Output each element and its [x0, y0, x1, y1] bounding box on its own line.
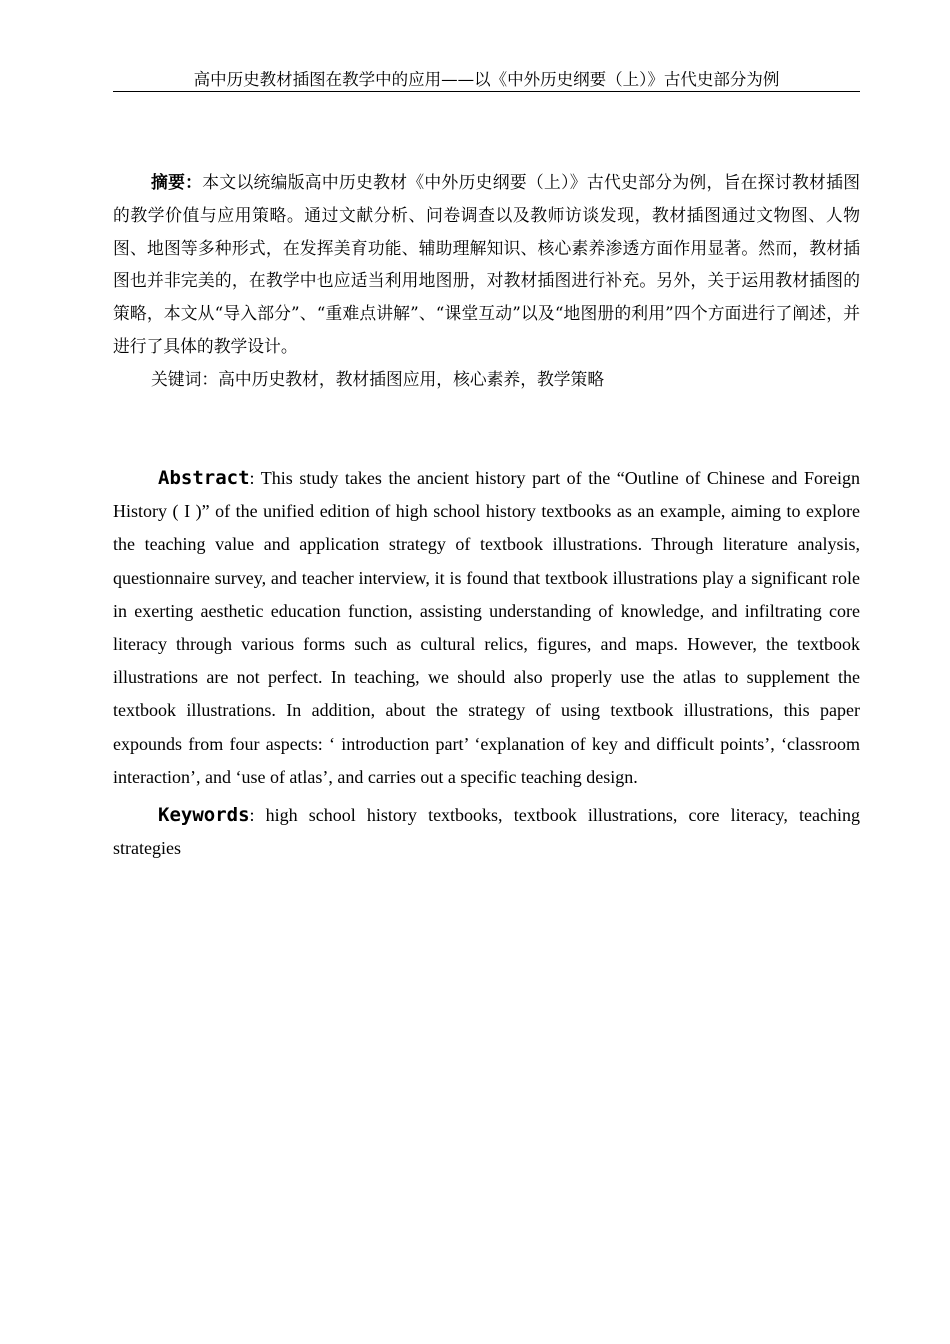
english-abstract-separator: : [249, 468, 261, 488]
chinese-abstract-section [113, 166, 860, 396]
chinese-abstract-text: 本文以统编版高中历史教材《中外历史纲要（上）》古代史部分为例，旨在探讨教材插图的教学价值与应用策略。通过文献分析、问卷调查以及教师访谈发现，教材插图通过文物图、人物图、地图等多种形式，在发挥美育功能、辅助理解知识、核心素养渗透方面作用显著。然而，教材插图也并非完美的，在教学中也应适当利用地图册，对教材插图进行补充。另外，关于运用教材插图的策略，本文从“导入部分”、“重难点讲解”、“课堂互动”以及“地图册的利用”四个方面进行了阐述，并进行了具体的教学设计。 [113, 172, 860, 356]
english-keywords-label: Keywords [158, 804, 250, 827]
english-keywords-text: high school history textbooks, textbook illustrations, core literacy, teaching strategies [113, 805, 860, 859]
running-header: 高中历史教材插图在教学中的应用——以《中外历史纲要（上）》古代史部分为例 [113, 69, 860, 92]
english-abstract-section [113, 462, 860, 865]
english-keywords-paragraph [113, 799, 860, 865]
english-abstract-label: Abstract [158, 467, 250, 489]
english-abstract-text: This study takes the ancient history part of the “Outline of Chinese and Foreign History ( I )” of the unified edition of high school history textbooks as an example, aiming to explore the teaching value and application strategy of textbook illustrations. Through literature analysis, questionnaire survey, and teacher interview, it is found that textbook illustrations play a significant role in exerting aesthetic education function, assisting understanding of knowledge, and infiltrating core literacy through various forms such as cultural relics, figures, and maps. However, the textbook illustrations are not perfect. In teaching, we should also properly use the atlas to supplement the textbook illustrations. In addition, about the strategy of using textbook illustrations, this paper expounds from four aspects: ‘ introduction part’ ‘explanation of key and difficult points’, ‘classroom interaction’, and ‘use of atlas’, and carries out a specific teaching design. [113, 468, 860, 787]
chinese-abstract-paragraph [113, 166, 860, 363]
chinese-keywords-label: 关键词： [151, 368, 219, 389]
english-abstract-paragraph [113, 462, 860, 794]
chinese-abstract-label: 摘要： [151, 172, 203, 192]
english-keywords-separator: : [249, 805, 266, 826]
chinese-keywords-paragraph [113, 363, 860, 396]
chinese-keywords-text: 高中历史教材，教材插图应用，核心素养，教学策略 [218, 368, 605, 389]
